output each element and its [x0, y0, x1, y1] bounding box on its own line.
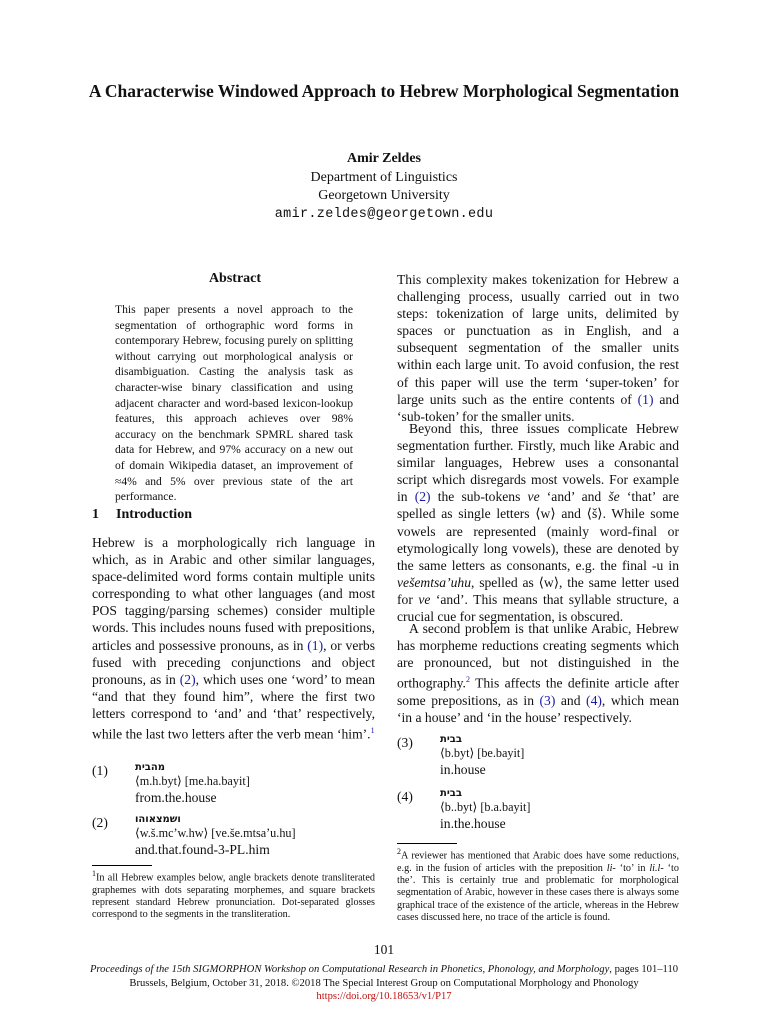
paper-title: A Characterwise Windowed Approach to Hebrew Morphological Segmentation [88, 81, 680, 101]
body-text: the sub-tokens [430, 489, 528, 505]
doi-link[interactable]: https://doi.org/10.18653/v1/P17 [316, 991, 452, 1002]
example-ref-4[interactable]: (4) [586, 692, 602, 708]
transliteration: ⟨b..byt⟩ [b.a.bayit] [440, 800, 531, 814]
example-ref-1[interactable]: (1) [307, 637, 324, 653]
transliteration: ⟨m.h.byt⟩ [me.ha.bayit] [135, 774, 250, 788]
intro-paragraph [92, 534, 375, 743]
example-ref-2[interactable]: (2) [414, 489, 431, 505]
proceedings-venue: Brussels, Belgium, October 31, 2018. ©2018 The Special Interest Group on Computational Morphology and Phonology [129, 977, 639, 989]
footnote-ref-2[interactable]: 2 [465, 675, 470, 685]
italic-term: li.l- [649, 862, 664, 874]
hebrew-word: בבית [440, 734, 462, 745]
transliteration: ⟨w.š.mc’w.hw⟩ [ve.še.mtsa’u.hu] [135, 826, 296, 840]
right-paragraph-3 [397, 620, 679, 726]
footnote-text: ‘to’ in [615, 862, 650, 874]
italic-term: li- [606, 862, 616, 874]
example-number: (4) [397, 789, 413, 804]
proceedings-pages: , pages 101–110 [609, 964, 679, 975]
footnote-mark: 2 [397, 847, 401, 856]
italic-term: vešemtsa’uhu [397, 574, 471, 590]
gloss: in.house [440, 762, 486, 777]
italic-term: ve [527, 489, 540, 505]
abstract-text: This paper presents a novel approach to the segmentation of orthographic word forms in contemporary Hebrew, focusing purely on splitting without carrying out morphological analysis or disambiguation. Casting the analysis task as character-wise binary classification and using adjacent character and word-based lexicon-lookup features, this approach achieves over 98% accuracy on the benchmark SPMRL shared task data for Hebrew, and 97% accuracy on a new out of domain Wikipedia dataset, an improvement of ≈4% and 5% over previous state of the art performance. [115, 303, 353, 504]
proceedings-footer [0, 963, 768, 1004]
italic-term: ve [418, 591, 431, 607]
example-3 [397, 734, 679, 782]
italic-term: še [608, 489, 620, 505]
footnote-2 [397, 846, 679, 924]
gloss: and.that.found-3-PL.him [135, 842, 270, 857]
example-2 [92, 814, 375, 864]
author-department: Department of Linguistics [310, 169, 458, 185]
proceedings-title: Proceedings of the 15th SIGMORPHON Workshop on Computational Research in Phonetics, Phonology, and Morphology [89, 964, 610, 975]
hebrew-word: ושמצאוהו [135, 814, 181, 825]
section-number: 1 [92, 507, 99, 522]
body-text: , which mean ‘in a house’ and ‘in the house’ respectively. [397, 692, 679, 725]
body-text: ‘and’. This means that syllable structure, a crucial cue for segmentation, is obscured. [397, 591, 679, 625]
example-ref-3[interactable]: (3) [539, 692, 556, 708]
footnote-mark: 1 [92, 869, 96, 878]
gloss: in.the.house [440, 816, 506, 831]
page-number: 101 [373, 942, 395, 957]
example-ref-1[interactable]: (1) [637, 391, 654, 407]
author-email[interactable]: amir.zeldes@georgetown.edu [274, 206, 494, 222]
example-number: (3) [397, 735, 413, 750]
example-number: (2) [92, 815, 108, 830]
intro-text: Hebrew is a morphologically rich language in which, as in Arabic and other similar languages, space-delimited word forms contain multiple units corresponding to what other languages (and most POS tagging/parsing schemes) consider multiple words. This includes nouns fused with prepositions, articles and possessive pronouns, as in [92, 535, 375, 653]
body-text: and ‘sub-token’ for the smaller units. [397, 391, 680, 424]
example-4 [397, 788, 679, 836]
footnote-1 [92, 868, 375, 922]
abstract-heading: Abstract [208, 271, 262, 286]
body-text: ‘that’ are spelled as single letters ⟨w⟩ and ⟨š⟩. While some vowels are represented (mainly word-final or etymologically long vowels), these are denoted by the same letters as consonants, e.g. the final -u in [397, 489, 679, 573]
body-text: ‘and’ and [539, 489, 609, 505]
author-block [0, 150, 768, 224]
example-1 [92, 762, 375, 812]
intro-text: , which uses one ‘word’ to mean “and that they found him”, where the first two letters correspond to ‘and’ and ‘that’ respectively, while the last two letters after the verb mean ‘him’. [92, 671, 375, 742]
footnote-ref-1[interactable]: 1 [370, 726, 375, 736]
hebrew-word: מהבית [135, 762, 165, 773]
body-text: This complexity makes tokenization for Hebrew a challenging process, usually carried out in two steps: tokenization of large units, delimited by spaces or punctuation as in English, and a subsequent segmentation of the smaller units within each large unit. To avoid confusion, the rest of this paper will use the term ‘super-token’ for large units such as the entire contents of [397, 272, 679, 407]
body-text: A second problem is that unlike Arabic, Hebrew has morpheme reductions creating segments which are pronounced, but not distinguished in the orthography. [397, 621, 679, 691]
intro-text: , or verbs fused with preceding conjunctions and object pronouns, as in [92, 637, 375, 687]
gloss: from.the.house [135, 790, 217, 805]
body-text: This affects the definite article after some prepositions, as in [397, 675, 679, 708]
section-title: Introduction [116, 507, 192, 522]
right-paragraph-2 [397, 420, 679, 625]
example-number: (1) [92, 763, 108, 778]
section-heading-introduction [92, 507, 192, 523]
body-text: and [555, 692, 587, 708]
body-text: Beyond this, three issues complicate Hebrew segmentation further. Firstly, much like Arabic and similar languages, Hebrew uses a consonantal script which disregards most vowels. For example in [397, 421, 679, 505]
footnote-text: ‘to the’. This is certainly true and problematic for morphological segmentation of Arabic, however in these cases there is always some graphical trace of the existence of the article, whereas in the Hebrew cases discussed here, no trace of the article is found. [397, 862, 679, 923]
footnote-divider [397, 843, 457, 844]
hebrew-word: בבית [440, 788, 462, 799]
author-university: Georgetown University [318, 188, 450, 203]
transliteration: ⟨b.byt⟩ [be.bayit] [440, 746, 525, 760]
author-name: Amir Zeldes [346, 151, 421, 166]
example-ref-2[interactable]: (2) [179, 671, 196, 687]
footnote-text: A reviewer has mentioned that Arabic does have some reductions, e.g. in the fusion of articles with the preposition [397, 850, 679, 874]
footnote-text: In all Hebrew examples below, angle brackets denote transliterated graphemes with dots separating morphemes, and square brackets represent standard Hebrew pronunciation. Dot-separated glosses correspond to the segments in the transliteration. [92, 872, 375, 921]
footnote-divider [92, 865, 152, 866]
right-paragraph-1 [397, 271, 679, 425]
body-text: , spelled as ⟨w⟩, the same letter used for [397, 574, 679, 607]
